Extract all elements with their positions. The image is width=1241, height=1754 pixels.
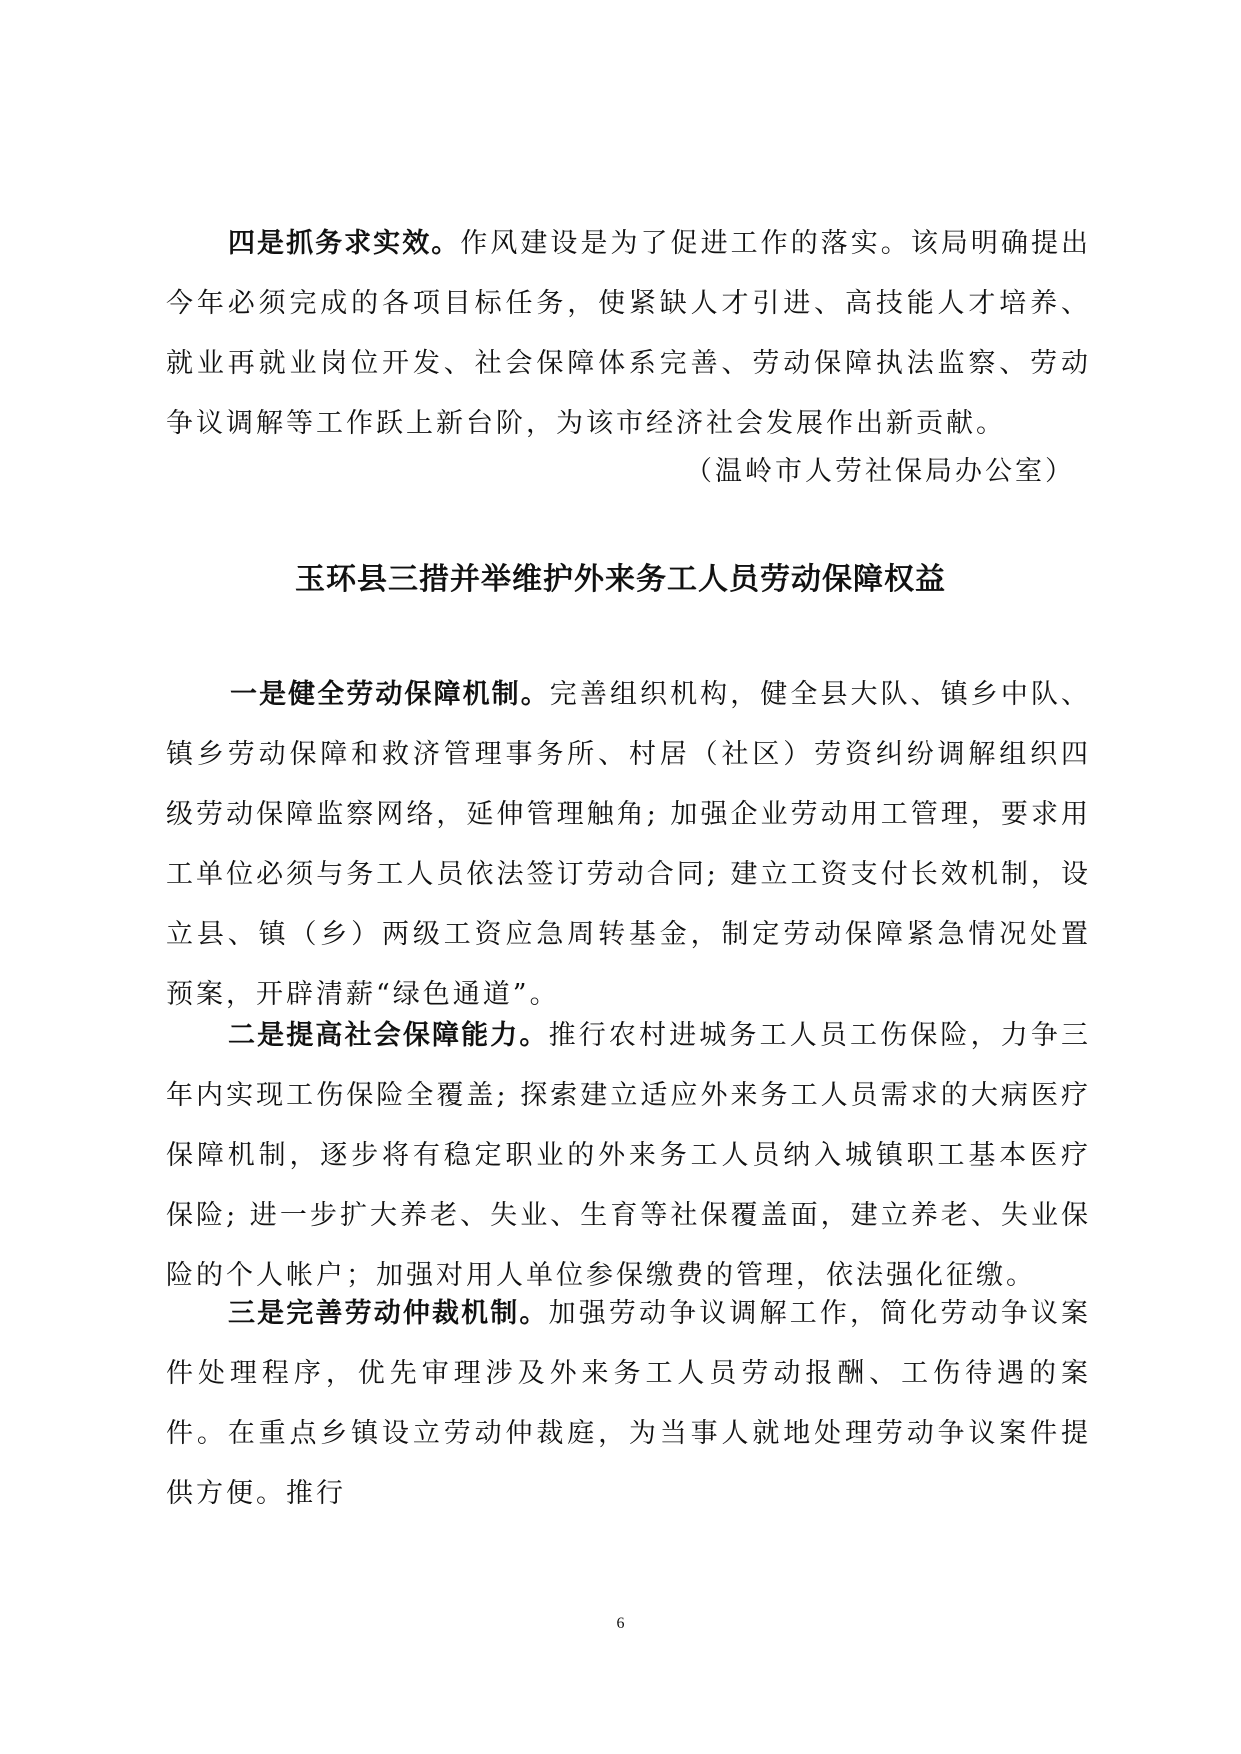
paragraph-text: 推行农村进城务工人员工伤保险，力争三年内实现工伤保险全覆盖; 探索建立适应外来务工人员需求的大病医疗保障机制，逐步将有稳定职业的外来务工人员纳入城镇职工基本医疗保险; 进一步扩大养老、失业、生育等社保覆盖面，建立养老、失业保险的个人帐户；加强对用人单位参保缴费的管理，依法强化征缴。 xyxy=(166,1020,1092,1291)
paragraph-lead: 三是完善劳动仲裁机制。 xyxy=(228,1298,549,1329)
paragraph-one-mechanism xyxy=(166,665,1091,1025)
paragraph-lead: 四是抓务求实效。 xyxy=(228,228,461,259)
paragraph-text: 作风建设是为了促进工作的落实。该局明确提出今年必须完成的各项目标任务，使紧缺人才引进、高技能人才培养、就业再就业岗位开发、社会保障体系完善、劳动保障执法监察、劳动争议调解等工作跃上新台阶，为该市经济社会发展作出新贡献。 xyxy=(166,228,1092,439)
article-source: （温岭市人劳社保局办公室） xyxy=(685,456,1075,487)
article-title: 玉环县三措并举维护外来务工人员劳动保障权益 xyxy=(295,562,946,597)
paragraph-three-arbitration xyxy=(166,1284,1091,1524)
paragraph-text: 完善组织机构，健全县大队、镇乡中队、镇乡劳动保障和救济管理事务所、村居（社区）劳资纠纷调解组织四级劳动保障监察网络，延伸管理触角; 加强企业劳动用工管理，要求用工单位必须与务工人员依法签订劳动合同; 建立工资支付长效机制，设立县、镇（乡）两级工资应急周转基金，制定劳动保障紧急情况处置预案，开辟清薪“绿色通道”。 xyxy=(166,679,1092,1010)
paragraph-text: 加强劳动争议调解工作，简化劳动争议案件处理程序，优先审理涉及外来务工人员劳动报酬、工伤待遇的案件。在重点乡镇设立劳动仲裁庭，为当事人就地处理劳动争议案件提供方便。推行 xyxy=(166,1298,1092,1509)
paragraph-four-measure xyxy=(166,214,1091,454)
paragraph-lead: 一是健全劳动保障机制。 xyxy=(230,679,550,710)
page-number: 6 xyxy=(616,1615,625,1632)
paragraph-lead: 二是提高社会保障能力。 xyxy=(228,1020,549,1051)
paragraph-two-security xyxy=(166,1006,1091,1306)
